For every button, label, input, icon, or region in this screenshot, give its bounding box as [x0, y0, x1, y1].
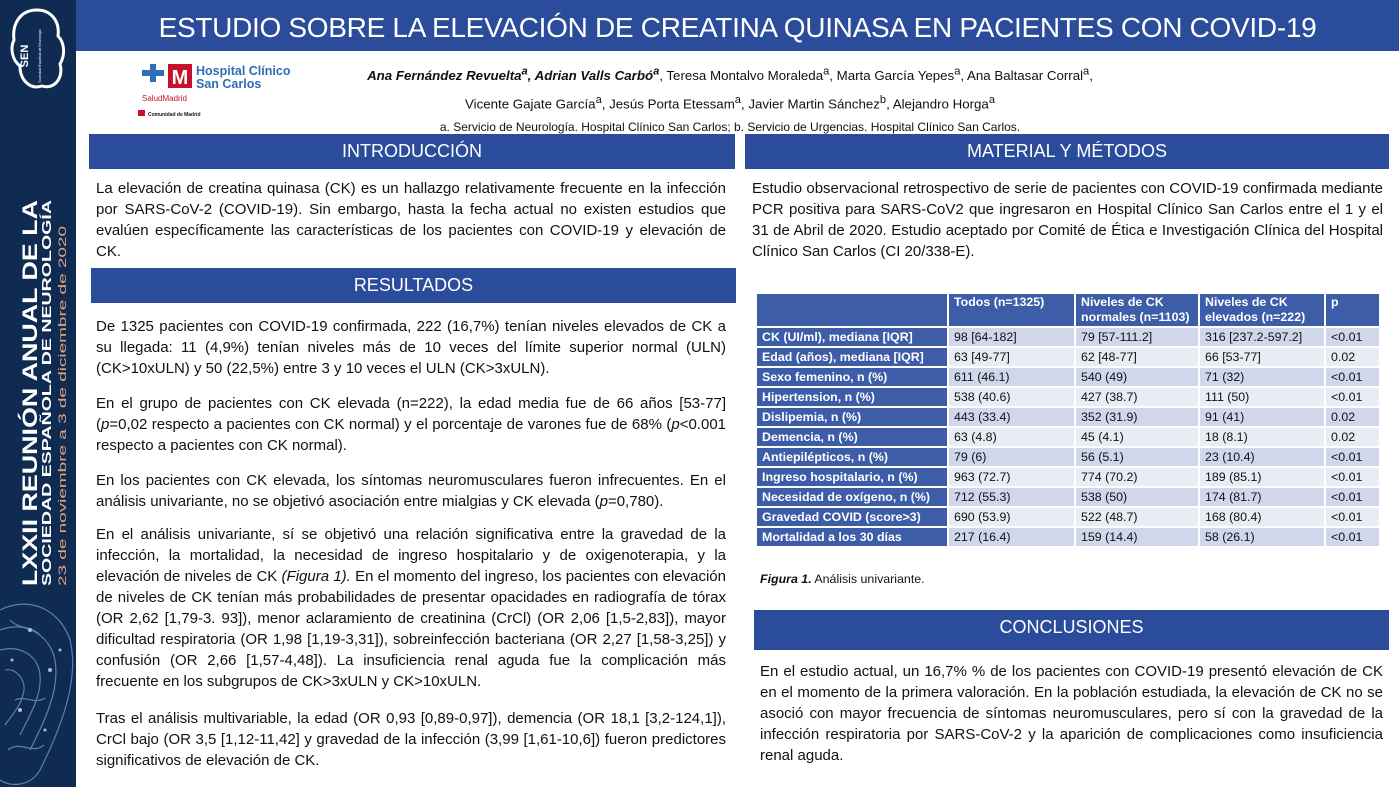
table-cell: <0.01: [1325, 327, 1380, 347]
author: Alejandro Horga: [892, 96, 989, 112]
table-row-label: Hipertension, n (%): [756, 387, 948, 407]
author-block: [330, 60, 1130, 137]
table-cell: 62 [48-77]: [1075, 347, 1199, 367]
author: Ana Baltasar Corral: [967, 68, 1084, 84]
table-cell: 58 (26.1): [1199, 527, 1325, 547]
table-row-label: Dislipemia, n (%): [756, 407, 948, 427]
comunidad-flag-icon: [138, 110, 145, 116]
table-cell: 690 (53.9): [948, 507, 1075, 527]
table-cell: 774 (70.2): [1075, 467, 1199, 487]
author: Ana Fernández Revuelta: [367, 68, 522, 84]
author: Vicente Gajate García: [464, 96, 596, 112]
meeting-line1: LXXII REUNIÓN ANUAL DE LA: [19, 283, 42, 586]
table-row-label: Necesidad de oxígeno, n (%): [756, 487, 948, 507]
intro-text: La elevación de creatina quinasa (CK) es un hallazgo relativamente frecuente en la infección por SARS-CoV-2 (COVID-19). Sin embargo, hasta la fecha actual no existen estudios que evalúen específicamente las características de los pacientes con COVID-19 y elevación de CK.: [96, 180, 726, 260]
table-cell: 79 [57-111.2]: [1075, 327, 1199, 347]
table-row-label: CK (UI/ml), mediana [IQR]: [756, 327, 948, 347]
table-row: [756, 467, 1380, 487]
sen-logo: [6, 6, 68, 106]
author: Teresa Montalvo Moraleda: [666, 68, 824, 84]
table-cell: 23 (10.4): [1199, 447, 1325, 467]
conclusions-header: CONCLUSIONES: [754, 610, 1389, 650]
table-cell: 71 (32): [1199, 367, 1325, 387]
hospital-name-line2: San Carlos: [196, 77, 262, 91]
results-paragraph-4: En el análisis univariante, sí se objetivó una relación significativa entre la gravedad de la infección, la mortalidad, la necesidad de ingreso hospitalario y de oxigenoterapia, y la elevación de niveles de CK (Figura 1). En el momento del ingreso, los pacientes con elevación de niveles de CK tenían más probabilidades de presentar opacidades en radiografía de tórax (OR 2,62 [1,79-3. 93]), menor aclaramiento de creatinina (CrCl) (OR 2,06 [1,5-2,83]), mayor dificultad respiratoria (OR 1,98 [1,19-3,31]), sobreinfección bacteriana (OR 2,27 [1,58-3,25]) y confusión (OR 2,66 [1,57-4,48]). La insuficiencia renal aguda fue la complicación más frecuente en los subgrupos de CK>3xULN y CK>10xULN.: [96, 526, 726, 690]
table-row-label: Mortalidad a los 30 días: [756, 527, 948, 547]
table-cell: 189 (85.1): [1199, 467, 1325, 487]
hospital-name-line1: Hospital Clínico: [196, 64, 291, 78]
table-cell: <0.01: [1325, 447, 1380, 467]
brain-illustration: [0, 590, 76, 787]
methods-header: MATERIAL Y MÉTODOS: [745, 134, 1389, 169]
author: Marta García Yepes: [836, 68, 955, 84]
table-row-label: Edad (años), mediana [IQR]: [756, 347, 948, 367]
table-row: [756, 427, 1380, 447]
table-cell: 352 (31.9): [1075, 407, 1199, 427]
table-cell: 316 [237.2-597.2]: [1199, 327, 1325, 347]
figure-caption-text: Análisis univariante.: [811, 572, 925, 586]
table-cell: 522 (48.7): [1075, 507, 1199, 527]
table-cell: <0.01: [1325, 367, 1380, 387]
table-cell: 963 (72.7): [948, 467, 1075, 487]
table-cell: <0.01: [1325, 527, 1380, 547]
table-cell: 63 [49-77]: [948, 347, 1075, 367]
affiliations: a. Servicio de Neurología. Hospital Clínico San Carlos; b. Servicio de Urgencias. Hospital Clínico San Carlos.: [439, 119, 1021, 134]
meeting-line2: SOCIEDAD ESPAÑOLA DE NEUROLOGÍA: [39, 329, 54, 586]
table-row-label: Demencia, n (%): [756, 427, 948, 447]
poster-title: ESTUDIO SOBRE LA ELEVACIÓN DE CREATINA QUINASA EN PACIENTES CON COVID-19: [76, 0, 1399, 51]
table-row: [756, 527, 1380, 547]
table-row-label: Antiepilépticos, n (%): [756, 447, 948, 467]
table-header-cell: Niveles de CK elevados (n=222): [1199, 293, 1325, 327]
table-header-row: [756, 293, 1380, 327]
meeting-vertical-text: [10, 200, 70, 590]
svg-text:M: M: [171, 67, 189, 89]
table-cell: <0.01: [1325, 487, 1380, 507]
table-cell: <0.01: [1325, 507, 1380, 527]
intro-header: INTRODUCCIÓN: [89, 134, 735, 169]
table-row: [756, 387, 1380, 407]
sen-logo-text: SEN: [19, 44, 31, 68]
table-row: [756, 367, 1380, 387]
table-row-label: Sexo femenino, n (%): [756, 367, 948, 387]
figure-caption: [760, 572, 925, 586]
table-row: [756, 507, 1380, 527]
table-cell: 611 (46.1): [948, 367, 1075, 387]
table-cell: 427 (38.7): [1075, 387, 1199, 407]
table-cell: 540 (49): [1075, 367, 1199, 387]
table-cell: 111 (50): [1199, 387, 1325, 407]
comunidad-madrid-text: Comunidad de Madrid: [148, 112, 201, 118]
meeting-dates: 23 de noviembre a 3 de diciembre de 2020: [57, 376, 69, 586]
table-cell: 18 (8.1): [1199, 427, 1325, 447]
table-row-label: Gravedad COVID (score>3): [756, 507, 948, 527]
table-cell: 63 (4.8): [948, 427, 1075, 447]
table-cell: 45 (4.1): [1075, 427, 1199, 447]
table-cell: 0.02: [1325, 407, 1380, 427]
table-cell: 217 (16.4): [948, 527, 1075, 547]
conclusions-text: En el estudio actual, un 16,7% % de los pacientes con COVID-19 presentó elevación de CK en el momento de la primera valoración. En la población estudiada, la elevación de CK no se asoció con mayor frecuencia de síntomas neuromusculares, pero sí con la gravedad de la infección respiratoria por SARS-CoV-2 y la aparición de complicaciones como insuficiencia renal aguda.: [760, 663, 1383, 764]
table-cell: 168 (80.4): [1199, 507, 1325, 527]
hospital-logo: [138, 62, 328, 122]
table-cell: 443 (33.4): [948, 407, 1075, 427]
sidebar-banner: [0, 0, 76, 787]
authors-line1: Ana Fernández Revuelta$^a$, Adrian Valls Carbó$^a$, Teresa Montalvo Moraleda$^a$, Marta García Yepes$^a$, Ana Baltasar Corral$^a$,: [367, 66, 1093, 84]
table-row: [756, 347, 1380, 367]
table-row: [756, 407, 1380, 427]
methods-text: Estudio observacional retrospectivo de serie de pacientes con COVID-19 confirmada mediante PCR positiva para SARS-CoV2 que ingresaron en Hospital Clínico San Carlos entre el 1 y el 31 de Abril de 2020. Estudio aceptado por Comité de Ética e Investigación Clínica del Hospital Clínico San Carlos (CI 20/338-E).: [752, 180, 1383, 260]
table-cell: 79 (6): [948, 447, 1075, 467]
author: Javier Martin Sánchez: [748, 96, 880, 112]
results-paragraph-3: En los pacientes con CK elevada, los síntomas neuromusculares fueron infrecuentes. En el análisis univariante, no se objetivó asociación entre mialgias y CK elevada (p=0,780).: [96, 472, 726, 510]
table-cell: 712 (55.3): [948, 487, 1075, 507]
results-paragraph-5: Tras el análisis multivariable, la edad (OR 0,93 [0,89-0,97]), demencia (OR 18,1 [3,2-124,1]), CrCl bajo (OR 3,5 [1,12-11,42] y gravedad de la infección (3,99 [1,61-10,6]) fueron predictores significativos de elevación de CK.: [96, 710, 726, 769]
sen-logo-subtext: Sociedad Española de Neurología: [38, 29, 42, 83]
author: Jesús Porta Etessam: [609, 96, 735, 112]
table-row-label: Ingreso hospitalario, n (%): [756, 467, 948, 487]
table-cell: 56 (5.1): [1075, 447, 1199, 467]
table-cell: 0.02: [1325, 347, 1380, 367]
table-cell: 98 [64-182]: [948, 327, 1075, 347]
table-header-cell: Todos (n=1325): [948, 293, 1075, 327]
medical-cross-icon: [142, 64, 164, 82]
table-row: [756, 447, 1380, 467]
salud-madrid-text: SaludMadrid: [142, 94, 187, 103]
table-header-cell: [756, 293, 948, 327]
table-cell: 0.02: [1325, 427, 1380, 447]
table-row: [756, 327, 1380, 347]
table-header-cell: Niveles de CK normales (n=1103): [1075, 293, 1199, 327]
results-paragraph-1: De 1325 pacientes con COVID-19 confirmada, 222 (16,7%) tenían niveles elevados de CK a su llegada: 11 (4,9%) tenían niveles más de 10 veces del límite superior normal (ULN) (CK>10xULN) y 50 (22,5%) entre 3 y 10 veces el ULN (CK>3xULN).: [96, 318, 726, 377]
table-cell: 91 (41): [1199, 407, 1325, 427]
results-header: RESULTADOS: [91, 268, 736, 303]
table-cell: 538 (50): [1075, 487, 1199, 507]
figure-label: Figura 1.: [760, 572, 812, 586]
table-row: [756, 487, 1380, 507]
table-cell: 174 (81.7): [1199, 487, 1325, 507]
results-paragraph-2: En el grupo de pacientes con CK elevada (n=222), la edad media fue de 66 años [53-77] (p=0,02 respecto a pacientes con CK normal) y el porcentaje de varones fue de 68% (p<0.001 respecto a pacientes con CK normal).: [96, 395, 726, 454]
table-cell: <0.01: [1325, 387, 1380, 407]
authors-line2: Vicente Gajate García$^a$, Jesús Porta Etessam$^a$, Javier Martin Sánchez$^b$, Alejandro Horga$^a$: [464, 94, 995, 112]
table-cell: 538 (40.6): [948, 387, 1075, 407]
table-cell: <0.01: [1325, 467, 1380, 487]
table-header-cell: p: [1325, 293, 1380, 327]
author: Adrian Valls Carbó: [534, 68, 654, 84]
table-cell: 66 [53-77]: [1199, 347, 1325, 367]
table-cell: 159 (14.4): [1075, 527, 1199, 547]
univariate-table: [755, 292, 1381, 548]
